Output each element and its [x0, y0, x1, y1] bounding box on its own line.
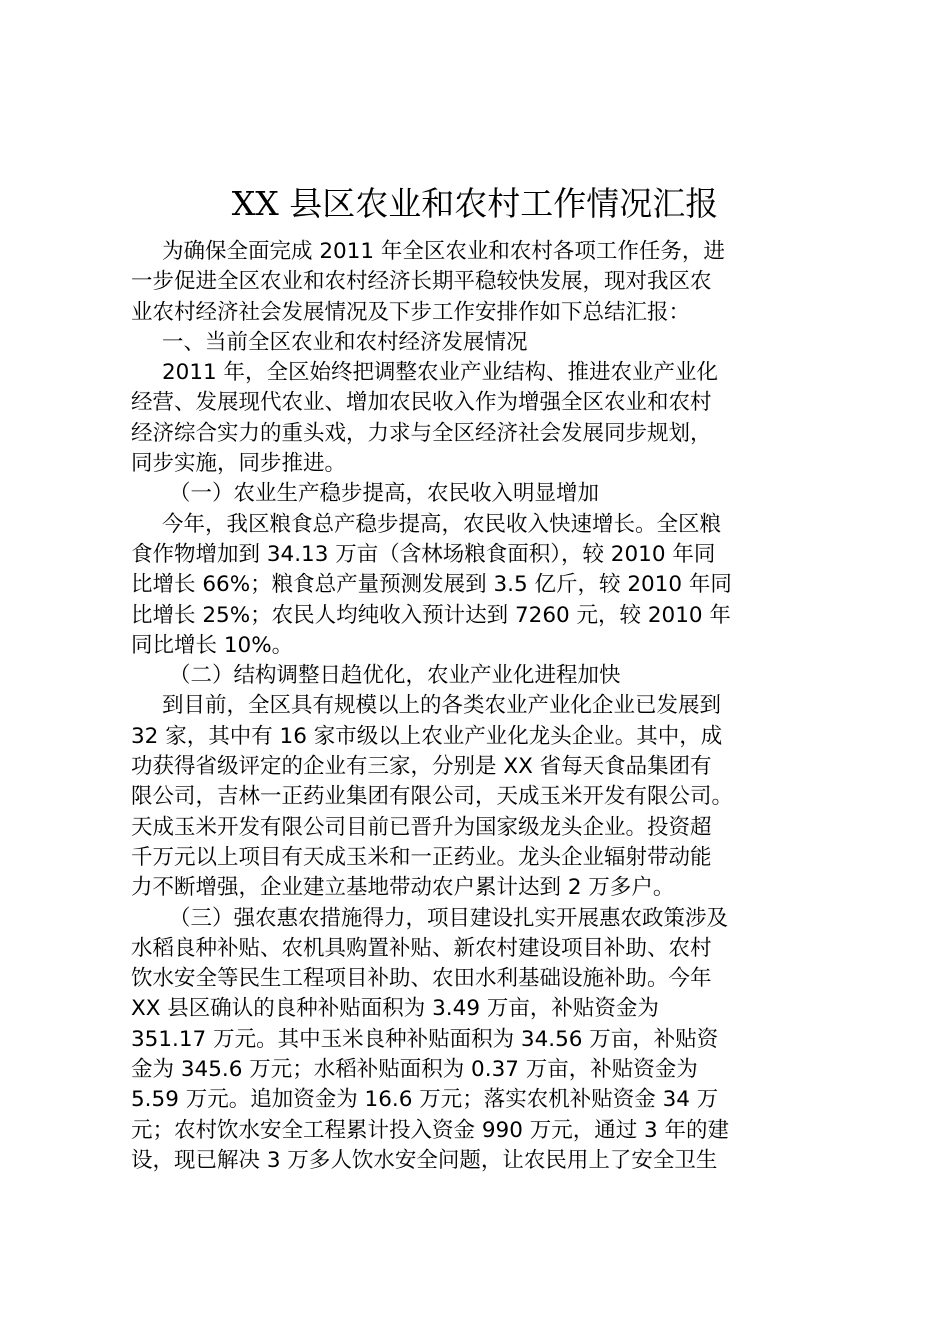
- text-line: 元；农村饮水安全工程累计投入资金 990 万元，通过 3 年的建: [131, 1117, 730, 1143]
- document-body: [131, 237, 831, 1176]
- text-line: 为确保全面完成 2011 年全区农业和农村各项工作任务，进: [162, 239, 725, 264]
- text-line: 天成玉米开发有限公司目前已晋升为国家级龙头企业。投资超: [131, 814, 712, 840]
- text-line: 比增长 25%；农民人均纯收入预计达到 7260 元，较 2010 年: [131, 602, 731, 628]
- subsection-heading: （三）强农惠农措施得力，项目建设扎实开展惠农政策涉及: [169, 905, 729, 931]
- text-line: 千万元以上项目有天成玉米和一正药业。龙头企业辐射带动能: [131, 844, 712, 870]
- text-line: 力不断增强，企业建立基地带动农户累计达到 2 万多户。: [131, 875, 675, 901]
- text-line: 2011 年，全区始终把调整农业产业结构、推进农业产业化: [162, 360, 719, 386]
- text-line: 32 家，其中有 16 家市级以上农业产业化龙头企业。其中，成: [131, 723, 723, 749]
- text-line: 351.17 万元。其中玉米良种补贴面积为 34.56 万亩，补贴资: [131, 1026, 719, 1052]
- text-line: 经济综合实力的重头戏，力求与全区经济社会发展同步规划，: [131, 420, 712, 446]
- subsection-heading: （二）结构调整日趋优化，农业产业化进程加快: [169, 663, 621, 689]
- text-line: 同步实施，同步推进。: [131, 451, 347, 477]
- section-heading: 一、当前全区农业和农村经济发展情况: [162, 329, 528, 355]
- text-line: 一步促进全区农业和农村经济长期平稳较快发展，现对我区农: [131, 269, 712, 295]
- text-line: 食作物增加到 34.13 万亩（含林场粮食面积），较 2010 年同: [131, 541, 716, 567]
- text-line: 限公司，吉林一正药业集团有限公司，天成玉米开发有限公司。: [131, 784, 734, 810]
- text-line: 今年，我区粮食总产稳步提高，农民收入快速增长。全区粮: [162, 511, 722, 537]
- text-line: 业农村经济社会发展情况及下步工作安排作如下总结汇报：: [131, 299, 691, 325]
- text-line: 设，现已解决 3 万多人饮水安全问题，让农民用上了安全卫生: [131, 1147, 718, 1173]
- document-title: XX 县区农业和农村工作情况汇报: [231, 184, 719, 223]
- text-line: 比增长 66%；粮食总产量预测发展到 3.5 亿斤，较 2010 年同: [131, 572, 732, 598]
- text-line: 经营、发展现代农业、增加农民收入作为增强全区农业和农村: [131, 390, 712, 416]
- text-line: 到目前，全区具有规模以上的各类农业产业化企业已发展到: [162, 693, 722, 719]
- subsection-heading: （一）农业生产稳步提高，农民收入明显增加: [169, 481, 600, 507]
- text-line: 饮水安全等民生工程项目补助、农田水利基础设施补助。今年: [131, 966, 712, 992]
- text-line: 功获得省级评定的企业有三家，分别是 XX 省每天食品集团有: [131, 754, 712, 780]
- text-line: 同比增长 10%。: [131, 632, 294, 658]
- text-line: 金为 345.6 万元；水稻补贴面积为 0.37 万亩，补贴资金为: [131, 1057, 698, 1083]
- text-line: 水稻良种补贴、农机具购置补贴、新农村建设项目补助、农村: [131, 935, 712, 961]
- text-line: 5.59 万元。追加资金为 16.6 万元；落实农机补贴资金 34 万: [131, 1087, 719, 1113]
- text-line: XX 县区确认的良种补贴面积为 3.49 万亩，补贴资金为: [131, 996, 659, 1022]
